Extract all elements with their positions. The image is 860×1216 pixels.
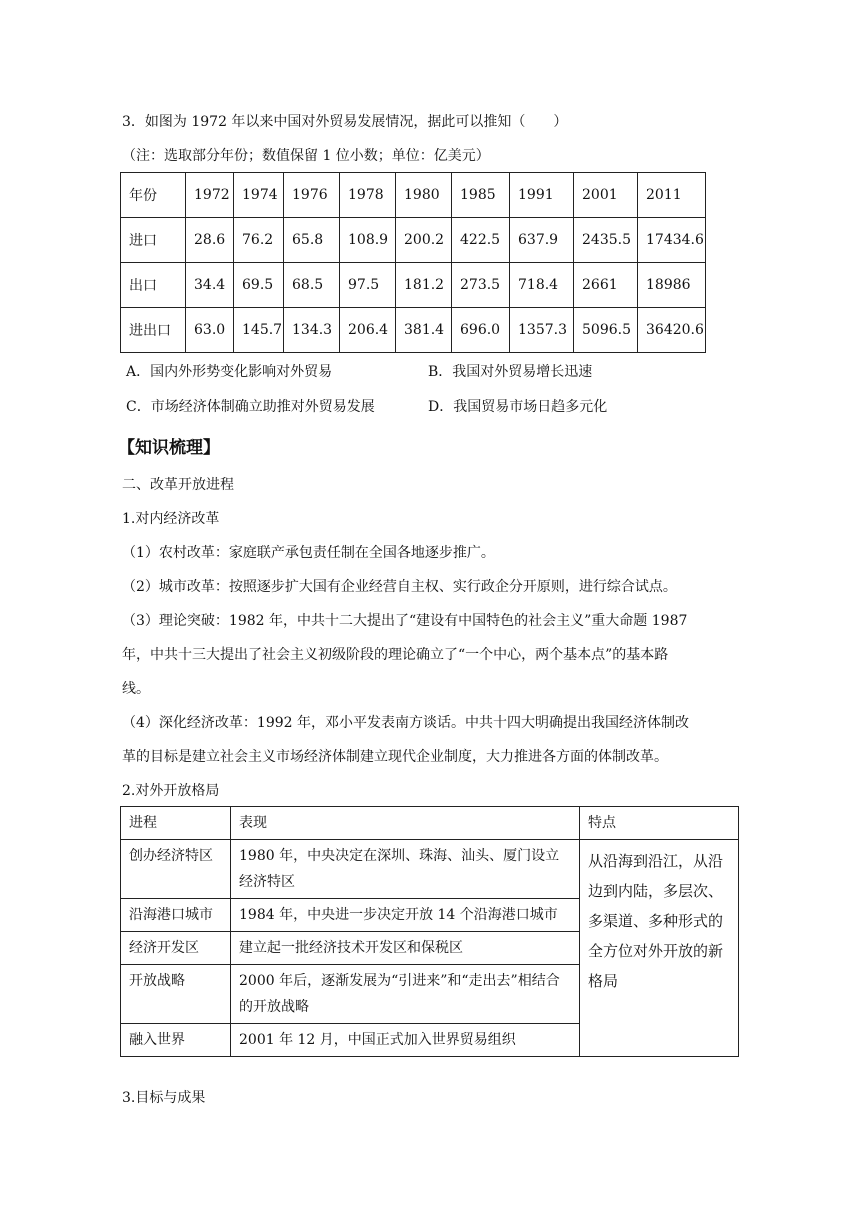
- table-cell: 134.3: [284, 308, 340, 353]
- table-row: [121, 308, 706, 353]
- table-cell: 2001: [574, 173, 638, 218]
- table-cell: 1991: [510, 173, 574, 218]
- table-cell: 69.5: [234, 263, 284, 308]
- table-cell: 进口: [121, 218, 186, 263]
- table-cell: 2011: [638, 173, 706, 218]
- table-cell: 145.7: [234, 308, 284, 353]
- outline-sub2: 2.对外开放格局: [122, 783, 220, 799]
- table-cell: 63.0: [186, 308, 234, 353]
- option-a: A．国内外形势变化影响对外贸易: [126, 364, 333, 380]
- outline-p4-line1: （4）深化经济改革：1992 年，邓小平发表南方谈话。中共十四大明确提出我国经济体制改: [122, 715, 689, 731]
- trade-table: [120, 172, 706, 353]
- table-cell: 1978: [340, 173, 396, 218]
- table-cell: 696.0: [452, 308, 510, 353]
- table-cell: 381.4: [396, 308, 452, 353]
- table-cell: 36420.6: [638, 308, 706, 353]
- outline-p2: （2）城市改革：按照逐步扩大国有企业经营自主权、实行政企分开原则，进行综合试点。: [122, 579, 677, 595]
- option-b: B．我国对外贸易增长迅速: [428, 364, 593, 380]
- table-cell: 1974: [234, 173, 284, 218]
- table-cell: 进出口: [121, 308, 186, 353]
- outline-p3-line1: （3）理论突破：1982 年，中共十二大提出了“建设有中国特色的社会主义”重大命题 1987: [122, 613, 688, 629]
- table-cell: 2661: [574, 263, 638, 308]
- table-cell: 融入世界: [121, 1024, 231, 1057]
- opening-header-row: [121, 807, 739, 840]
- table-cell: 422.5: [452, 218, 510, 263]
- table-cell: 18986: [638, 263, 706, 308]
- table-cell: 34.4: [186, 263, 234, 308]
- table-cell: 2000 年后，逐渐发展为“引进来”和“走出去”相结合的开放战略: [231, 965, 580, 1024]
- table-cell: 206.4: [340, 308, 396, 353]
- table-cell: 创办经济特区: [121, 840, 231, 899]
- table-cell: 273.5: [452, 263, 510, 308]
- table-cell: 181.2: [396, 263, 452, 308]
- table-row: [121, 218, 706, 263]
- table-cell: 特点: [580, 807, 739, 840]
- table-row: [121, 840, 739, 899]
- table-cell: 1972: [186, 173, 234, 218]
- option-c: C．市场经济体制确立助推对外贸易发展: [126, 399, 375, 415]
- table-cell: 2001 年 12 月，中国正式加入世界贸易组织: [231, 1024, 580, 1057]
- outline-p1: （1）农村改革：家庭联产承包责任制在全国各地逐步推广。: [122, 545, 495, 561]
- section-heading: 【知识梳理】: [118, 438, 220, 458]
- opening-table: [120, 806, 739, 1057]
- table-cell: 2435.5: [574, 218, 638, 263]
- outline-p4-line2: 革的目标是建立社会主义市场经济体制建立现代企业制度，大力推进各方面的体制改革。: [122, 749, 668, 765]
- feature-cell: 从沿海到沿江，从沿边到内陆，多层次、多渠道、多种形式的全方位对外开放的新格局: [580, 840, 739, 1057]
- table-cell: 76.2: [234, 218, 284, 263]
- table-cell: 1985: [452, 173, 510, 218]
- option-d: D．我国贸易市场日趋多元化: [428, 399, 608, 415]
- table-cell: 1357.3: [510, 308, 574, 353]
- table-cell: 开放战略: [121, 965, 231, 1024]
- table-cell: 经济开发区: [121, 932, 231, 965]
- table-cell: 沿海港口城市: [121, 899, 231, 932]
- outline-sub3: 3.目标与成果: [122, 1090, 206, 1106]
- trade-header-row: [121, 173, 706, 218]
- table-cell: 1980: [396, 173, 452, 218]
- table-cell: 68.5: [284, 263, 340, 308]
- table-cell: 年份: [121, 173, 186, 218]
- outline-part2: 二、改革开放进程: [122, 477, 234, 493]
- table-cell: 17434.6: [638, 218, 706, 263]
- table-cell: 200.2: [396, 218, 452, 263]
- question-stem: 3．如图为 1972 年以来中国对外贸易发展情况，据此可以推知（ ）: [122, 114, 568, 130]
- table-cell: 进程: [121, 807, 231, 840]
- table-cell: 1976: [284, 173, 340, 218]
- table-cell: 28.6: [186, 218, 234, 263]
- table-cell: 5096.5: [574, 308, 638, 353]
- table-cell: 65.8: [284, 218, 340, 263]
- table-cell: 表现: [231, 807, 580, 840]
- table-cell: 97.5: [340, 263, 396, 308]
- outline-p3-line3: 线。: [122, 681, 150, 697]
- table-cell: 637.9: [510, 218, 574, 263]
- outline-sub1: 1.对内经济改革: [122, 511, 220, 527]
- table-cell: 108.9: [340, 218, 396, 263]
- outline-p3-line2: 年，中共十三大提出了社会主义初级阶段的理论确立了“一个中心，两个基本点”的基本路: [122, 647, 669, 663]
- table-cell: 1980 年，中央决定在深圳、珠海、汕头、厦门设立经济特区: [231, 840, 580, 899]
- table-cell: 建立起一批经济技术开发区和保税区: [231, 932, 580, 965]
- table-cell: 出口: [121, 263, 186, 308]
- table-cell: 1984 年，中央进一步决定开放 14 个沿海港口城市: [231, 899, 580, 932]
- question-note: （注：选取部分年份；数值保留 1 位小数；单位：亿美元）: [122, 148, 490, 164]
- table-row: [121, 263, 706, 308]
- table-cell: 718.4: [510, 263, 574, 308]
